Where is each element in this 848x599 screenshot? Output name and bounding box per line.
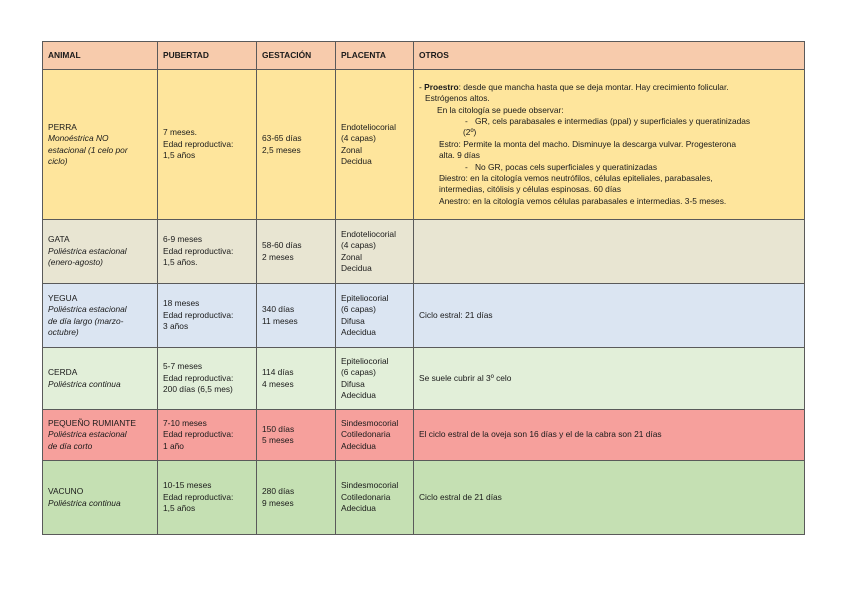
rumiante-gest-2: 5 meses xyxy=(262,435,294,445)
cerda-pub-3: 200 días (6,5 mes) xyxy=(163,384,233,395)
cerda-plac-4: Adecidua xyxy=(341,389,376,400)
gata-gest-2: 2 meses xyxy=(262,251,294,262)
estro-1: - Estro: Permite la monta del macho. Disminuye la descarga vulvar. Progesterona xyxy=(419,139,799,150)
cerda-placenta-cell xyxy=(336,348,414,410)
rumiante-pubertad-cell xyxy=(158,410,257,461)
rumiante-plac-1: Sindesmocorial xyxy=(341,417,399,428)
perra-plac-3: Zonal xyxy=(341,144,362,155)
header-pubertad: PUBERTAD xyxy=(158,42,257,70)
estro-sub: - No GR, pocas cels superficiales y queratinizadas xyxy=(419,162,799,173)
vacuno-name: VACUNO xyxy=(48,486,84,497)
yegua-desc-3: octubre) xyxy=(48,326,79,337)
gata-pub-2: Edad reproductiva: xyxy=(163,245,234,256)
reproduction-table xyxy=(42,41,805,535)
perra-plac-2: (4 capas) xyxy=(341,133,376,144)
perra-placenta-cell xyxy=(336,70,414,220)
yegua-pub-3: 3 años xyxy=(163,321,189,332)
perra-otros-cell xyxy=(414,70,805,220)
cerda-pub-2: Edad reproductiva: xyxy=(163,372,234,383)
cerda-desc-1: Poliéstrica continua xyxy=(48,378,121,389)
rumiante-otros: El ciclo estral de la oveja son 16 días y el de la cabra son 21 días xyxy=(419,429,662,440)
row-perra xyxy=(43,70,805,220)
perra-plac-4: Decidua xyxy=(341,155,372,166)
cerda-name: CERDA xyxy=(48,367,78,378)
header-animal: ANIMAL xyxy=(43,42,158,70)
gata-name: GATA xyxy=(48,234,70,245)
yegua-pubertad-cell xyxy=(158,284,257,348)
header-otros: OTROS xyxy=(414,42,805,70)
vacuno-animal-cell xyxy=(43,461,158,535)
yegua-desc-1: Poliéstrica estacional xyxy=(48,304,127,315)
proestro-sub-1b: (2º) xyxy=(463,127,477,138)
perra-desc-2: estacional (1 celo por xyxy=(48,144,128,155)
proestro-text-1: : desde que mancha hasta que se deja montar. Hay crecimiento folicular. xyxy=(458,81,729,92)
gata-pub-1: 6-9 meses xyxy=(163,234,203,245)
gata-plac-3: Zonal xyxy=(341,251,362,262)
header-row xyxy=(43,42,805,70)
yegua-otros-cell xyxy=(414,284,805,348)
perra-desc-1: Monoéstrica NO xyxy=(48,133,109,144)
vacuno-plac-2: Cotiledonaria xyxy=(341,491,391,502)
yegua-gest-2: 11 meses xyxy=(262,315,298,326)
gata-animal-cell xyxy=(43,220,158,284)
rumiante-pub-3: 1 año xyxy=(163,440,184,451)
yegua-otros: Ciclo estral: 21 días xyxy=(419,309,493,320)
yegua-plac-2: (6 capas) xyxy=(341,304,376,315)
gata-plac-4: Decidua xyxy=(341,262,372,273)
vacuno-otros: Ciclo estral de 21 días xyxy=(419,491,502,502)
vacuno-plac-1: Sindesmocorial xyxy=(341,480,399,491)
perra-desc-3: ciclo) xyxy=(48,155,68,166)
cerda-pub-1: 5-7 meses xyxy=(163,361,203,372)
gata-desc-1: Poliéstrica estacional xyxy=(48,245,127,256)
gata-pub-3: 1,5 años. xyxy=(163,257,198,268)
gata-placenta-cell xyxy=(336,220,414,284)
cerda-plac-2: (6 capas) xyxy=(341,367,376,378)
row-yegua xyxy=(43,284,805,348)
perra-animal-cell xyxy=(43,70,158,220)
perra-gestacion-cell xyxy=(257,70,336,220)
yegua-pub-2: Edad reproductiva: xyxy=(163,309,234,320)
proestro-text-3: En la citología se puede observar: xyxy=(437,104,564,115)
proestro-line: - Proestro: desde que mancha hasta que se deja montar. Hay crecimiento folicular. xyxy=(419,81,729,92)
cerda-gest-1: 114 días xyxy=(262,367,294,378)
rumiante-plac-3: Adecidua xyxy=(341,440,376,451)
gata-gest-1: 58-60 días xyxy=(262,240,302,251)
cerda-gest-2: 4 meses xyxy=(262,378,294,389)
header-gestacion: GESTACIÓN xyxy=(257,42,336,70)
rumiante-animal-cell xyxy=(43,410,158,461)
cerda-otros: Se suele cubrir al 3º celo xyxy=(419,372,512,383)
yegua-placenta-cell xyxy=(336,284,414,348)
cerda-animal-cell xyxy=(43,348,158,410)
perra-gest-1: 63-65 días xyxy=(262,133,302,144)
anestro: - Anestro: en la citología vemos células parabasales e intermedias. 3-5 meses. xyxy=(419,196,799,207)
vacuno-pub-2: Edad reproductiva: xyxy=(163,491,234,502)
gata-desc-2: (enero-agosto) xyxy=(48,257,103,268)
rumiante-pub-1: 7-10 meses xyxy=(163,417,207,428)
cerda-gestacion-cell xyxy=(257,348,336,410)
rumiante-placenta-cell xyxy=(336,410,414,461)
vacuno-pubertad-cell xyxy=(158,461,257,535)
yegua-plac-4: Adecidua xyxy=(341,326,376,337)
row-vacuno xyxy=(43,461,805,535)
vacuno-pub-3: 1,5 años xyxy=(163,503,196,514)
rumiante-pub-2: Edad reproductiva: xyxy=(163,429,234,440)
diestro-2: intermedias, citólisis y células espinosas. 60 días xyxy=(439,184,622,195)
rumiante-desc-1: Poliéstrica estacional xyxy=(48,429,127,440)
rumiante-gestacion-cell xyxy=(257,410,336,461)
diestro-1: - Diestro: en la citología vemos neutrófilos, células epiteliales, parabasales, xyxy=(419,173,799,184)
yegua-plac-3: Difusa xyxy=(341,315,365,326)
cerda-plac-3: Difusa xyxy=(341,378,365,389)
yegua-animal-cell xyxy=(43,284,158,348)
vacuno-plac-3: Adecidua xyxy=(341,503,376,514)
yegua-pub-1: 18 meses xyxy=(163,298,200,309)
rumiante-desc-2: de día corto xyxy=(48,440,93,451)
perra-pub-1: 7 meses. xyxy=(163,127,197,138)
proestro-text-2: Estrógenos altos. xyxy=(425,93,490,104)
vacuno-placenta-cell xyxy=(336,461,414,535)
cerda-plac-1: Epiteliocorial xyxy=(341,355,389,366)
row-cerda xyxy=(43,348,805,410)
rumiante-plac-2: Cotiledonaria xyxy=(341,429,391,440)
gata-gestacion-cell xyxy=(257,220,336,284)
header-placenta: PLACENTA xyxy=(336,42,414,70)
row-gata xyxy=(43,220,805,284)
vacuno-otros-cell xyxy=(414,461,805,535)
proestro-sub-1: - GR, cels parabasales e intermedias (ppal) y superficiales y queratinizadas xyxy=(419,116,799,127)
cerda-otros-cell xyxy=(414,348,805,410)
perra-name: PERRA xyxy=(48,121,77,132)
vacuno-gestacion-cell xyxy=(257,461,336,535)
row-pequeno-rumiante xyxy=(43,410,805,461)
perra-plac-1: Endoteliocorial xyxy=(341,121,396,132)
perra-pub-2: Edad reproductiva: xyxy=(163,138,234,149)
proestro-label: Proestro xyxy=(424,81,459,92)
yegua-desc-2: de día largo (marzo- xyxy=(48,315,124,326)
gata-plac-2: (4 capas) xyxy=(341,240,376,251)
rumiante-gest-1: 150 días xyxy=(262,423,295,434)
perra-pub-3: 1,5 años xyxy=(163,150,196,161)
perra-pubertad-cell xyxy=(158,70,257,220)
vacuno-gest-1: 280 días xyxy=(262,486,295,497)
yegua-name: YEGUA xyxy=(48,292,78,303)
cerda-pubertad-cell xyxy=(158,348,257,410)
yegua-gest-1: 340 días xyxy=(262,304,295,315)
vacuno-gest-2: 9 meses xyxy=(262,497,294,508)
gata-plac-1: Endoteliocorial xyxy=(341,228,396,239)
rumiante-name: PEQUEÑO RUMIANTE xyxy=(48,417,136,428)
yegua-plac-1: Epiteliocorial xyxy=(341,292,389,303)
perra-gest-2: 2,5 meses xyxy=(262,144,301,155)
yegua-gestacion-cell xyxy=(257,284,336,348)
rumiante-otros-cell xyxy=(414,410,805,461)
vacuno-pub-1: 10-15 meses xyxy=(163,480,212,491)
vacuno-desc-1: Poliéstrica continua xyxy=(48,497,121,508)
gata-otros-cell xyxy=(414,220,805,284)
estro-2: alta. 9 días xyxy=(439,150,480,161)
gata-pubertad-cell xyxy=(158,220,257,284)
